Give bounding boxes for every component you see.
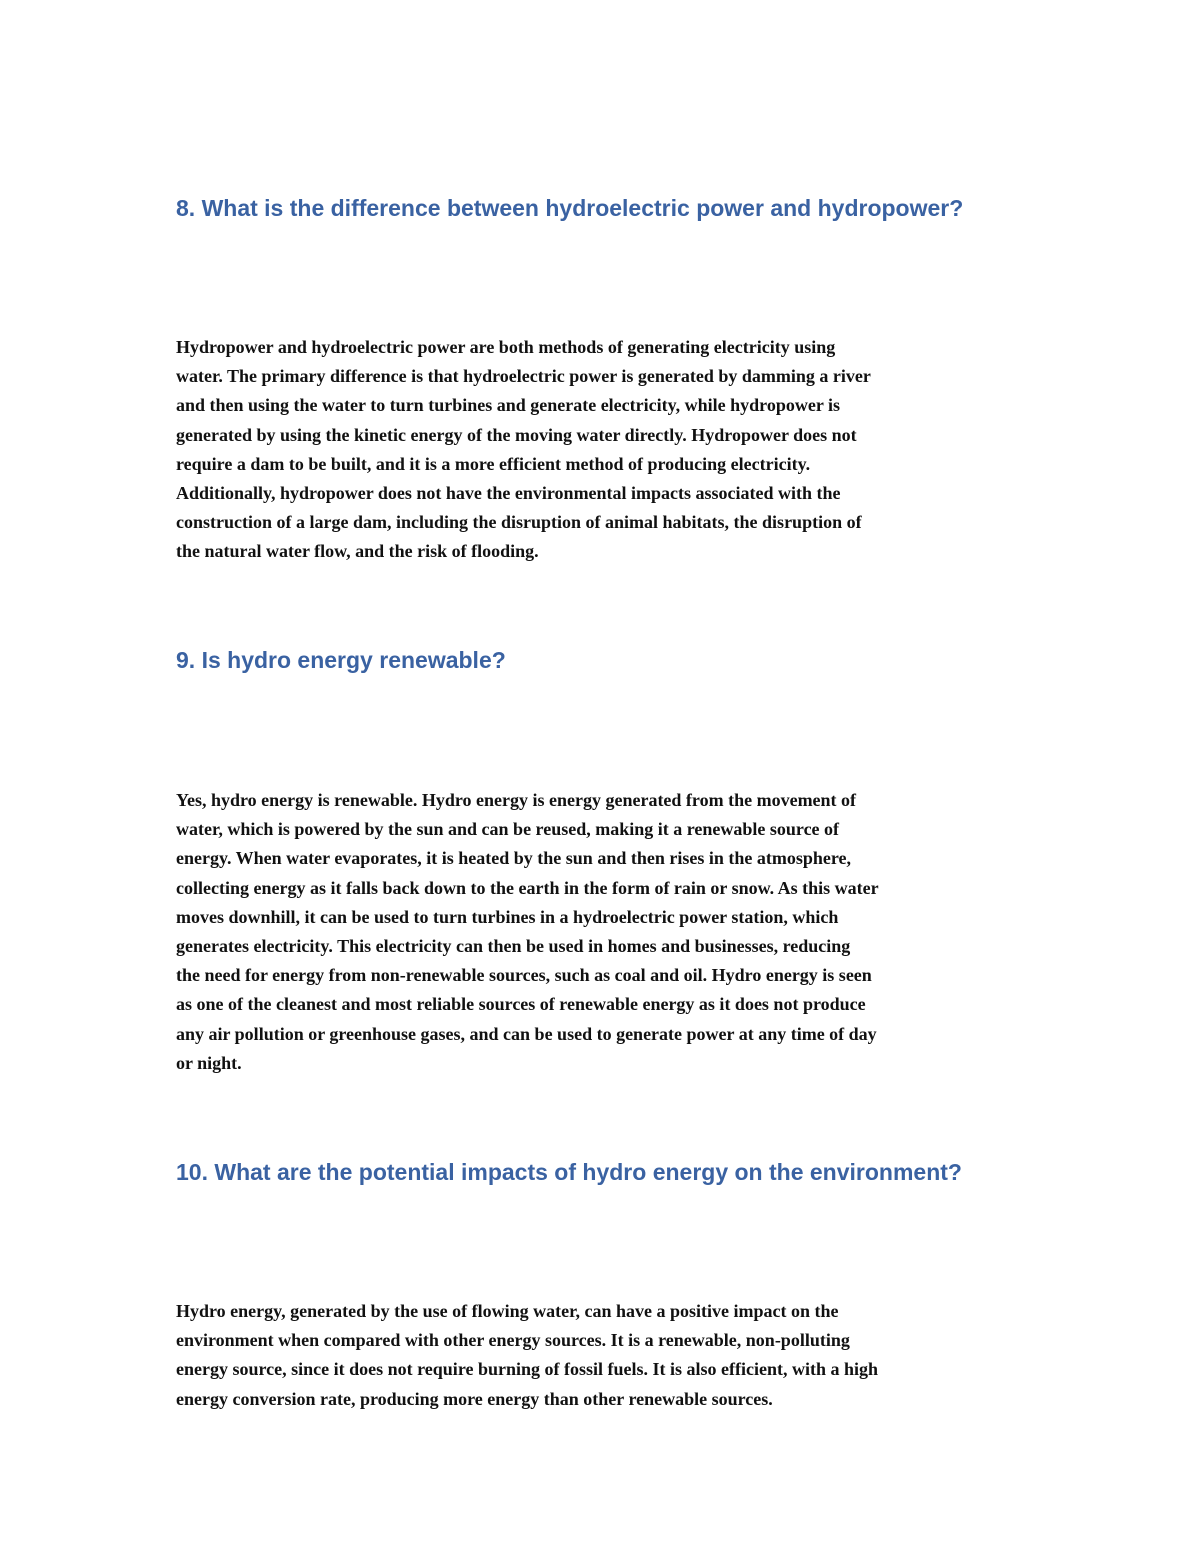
paragraph-line: the need for energy from non-renewable sources, such as coal and oil. Hydro energy is seen — [176, 965, 872, 986]
paragraph-line: generated by using the kinetic energy of the moving water directly. Hydropower does not — [176, 424, 857, 445]
paragraph-line: water, which is powered by the sun and can be reused, making it a renewable source of — [176, 819, 840, 840]
paragraph-line: energy conversion rate, producing more energy than other renewable sources. — [176, 1388, 773, 1409]
section-10-heading: 10. What are the potential impacts of hydro energy on the environment? — [176, 1159, 962, 1185]
paragraph-line: the natural water flow, and the risk of flooding. — [176, 541, 539, 562]
paragraph-line: Hydro energy, generated by the use of flowing water, can have a positive impact on the — [176, 1301, 839, 1321]
section-8-heading: 8. What is the difference between hydroelectric power and hydropower? — [176, 195, 964, 221]
section-9-paragraph — [176, 786, 879, 1078]
paragraph-line: Hydropower and hydroelectric power are both methods of generating electricity using — [176, 337, 836, 357]
paragraph-line: moves downhill, it can be used to turn turbines in a hydroelectric power station, which — [176, 906, 839, 927]
paragraph-line: Additionally, hydropower does not have the environmental impacts associated with the — [176, 482, 841, 503]
paragraph-line: energy. When water evaporates, it is heated by the sun and then rises in the atmosphere, — [176, 848, 851, 869]
paragraph-line: require a dam to be built, and it is a more efficient method of producing electricity. — [176, 453, 811, 474]
paragraph-line: as one of the cleanest and most reliable sources of renewable energy as it does not produce — [176, 994, 866, 1015]
paragraph-line: generates electricity. This electricity can then be used in homes and businesses, reducing — [176, 935, 851, 956]
paragraph-line: water. The primary difference is that hydroelectric power is generated by damming a river — [176, 366, 871, 387]
section-10-paragraph — [176, 1297, 878, 1414]
section-8-paragraph — [176, 333, 871, 567]
paragraph-line: Yes, hydro energy is renewable. Hydro energy is energy generated from the movement of — [176, 790, 857, 810]
paragraph-line: energy source, since it does not require burning of fossil fuels. It is also efficient, with a high — [176, 1359, 878, 1380]
paragraph-line: any air pollution or greenhouse gases, and can be used to generate power at any time of day — [176, 1023, 877, 1044]
section-9-heading: 9. Is hydro energy renewable? — [176, 647, 506, 673]
paragraph-line: environment when compared with other energy sources. It is a renewable, non-polluting — [176, 1330, 850, 1351]
paragraph-line: and then using the water to turn turbines and generate electricity, while hydropower is — [176, 395, 840, 416]
paragraph-line: or night. — [176, 1052, 242, 1073]
paragraph-line: construction of a large dam, including the disruption of animal habitats, the disruption of — [176, 512, 862, 533]
paragraph-line: collecting energy as it falls back down to the earth in the form of rain or snow. As this water — [176, 877, 879, 898]
